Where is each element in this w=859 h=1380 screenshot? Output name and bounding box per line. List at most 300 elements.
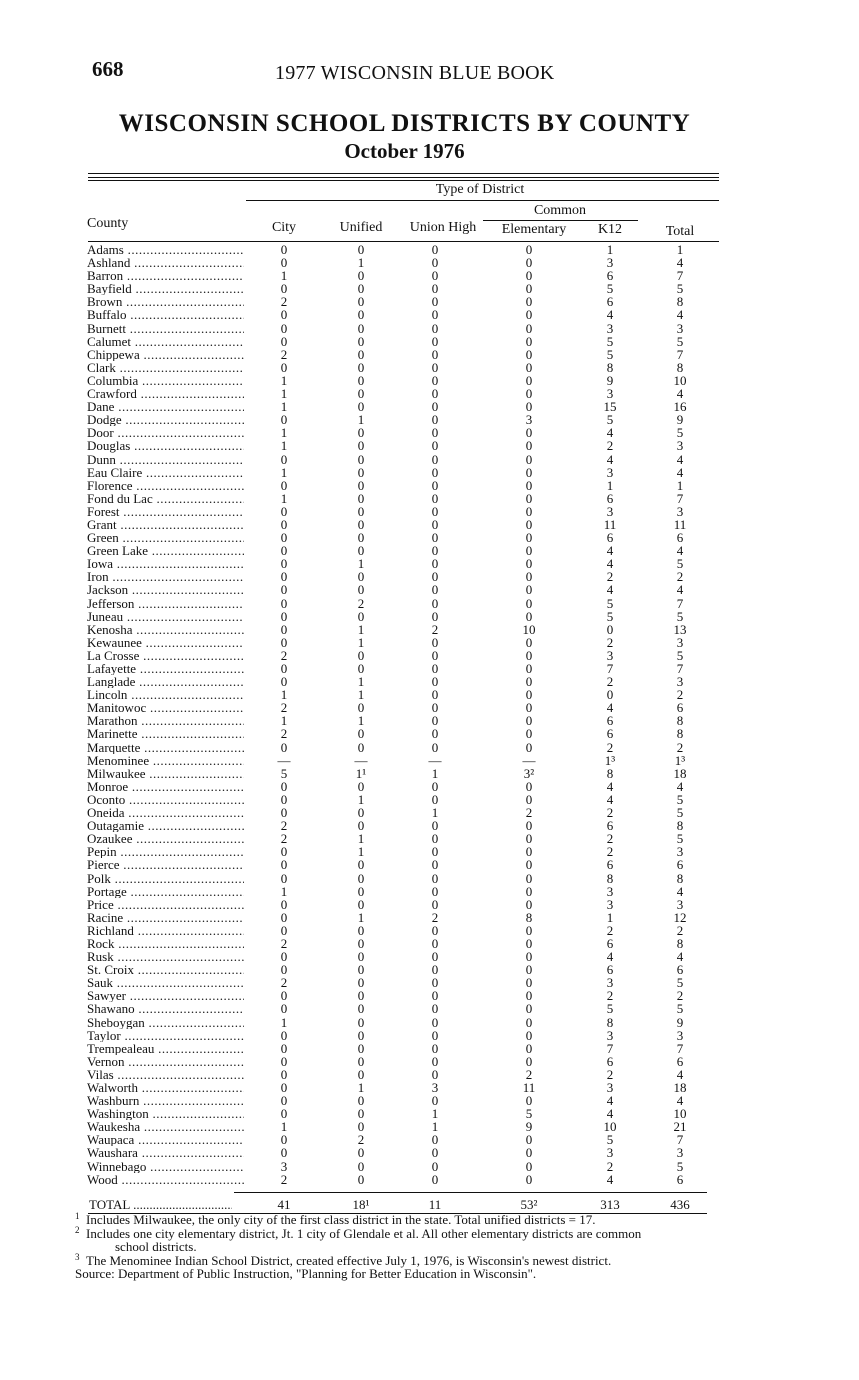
table-row — [0, 911, 859, 924]
unified-count: 0 — [357, 333, 365, 349]
unified-count: 0 — [357, 726, 365, 742]
unified-count: 0 — [357, 739, 365, 755]
total-count: 3 — [676, 1027, 684, 1043]
total-count: 18 — [673, 765, 687, 781]
k12-count: 3 — [606, 503, 614, 519]
unified-count: 0 — [357, 870, 365, 886]
city-count: 0 — [280, 988, 288, 1004]
col-header-unified: Unified — [339, 220, 383, 235]
total-count: 2 — [676, 739, 684, 755]
unified-count: 0 — [357, 346, 365, 362]
elementary-count: 0 — [525, 647, 533, 663]
city-count: 1 — [280, 1014, 288, 1030]
k12-count: 0 — [606, 621, 614, 637]
elementary-count: 0 — [525, 988, 533, 1004]
total-count: 10 — [673, 1106, 687, 1122]
union-high-count: 0 — [431, 294, 439, 310]
union-high-count: 0 — [431, 1053, 439, 1069]
top-rule-1 — [88, 173, 719, 174]
elementary-count: 0 — [525, 674, 533, 690]
elementary-count: 0 — [525, 883, 533, 899]
unified-count: 0 — [357, 1145, 365, 1161]
elementary-count: 0 — [525, 333, 533, 349]
county-name: Marinette ..... — [87, 727, 244, 740]
table-row — [0, 466, 859, 479]
unified-count: 1 — [357, 674, 365, 690]
city-count: 0 — [280, 503, 288, 519]
union-high-count: 0 — [431, 988, 439, 1004]
unified-count: 0 — [357, 1093, 365, 1109]
table-row — [0, 714, 859, 727]
union-high-count: 1 — [431, 1119, 439, 1135]
footnote-1 — [75, 1213, 725, 1227]
footnote-text: The Menominee Indian School District, created effective July 1, 1976, is Wisconsin's newest district. — [86, 1252, 612, 1268]
unified-count: 0 — [357, 503, 365, 519]
total-count: 8 — [676, 359, 684, 375]
elementary-count: 0 — [525, 922, 533, 938]
county-name: Douglas ..... — [87, 439, 244, 452]
k12-count: 5 — [606, 1132, 614, 1148]
county-name: Iowa ..... — [87, 557, 244, 570]
table-row — [0, 597, 859, 610]
union-high-count: 0 — [431, 556, 439, 572]
total-count: 13 — [673, 621, 687, 637]
k12-count: 3 — [606, 647, 614, 663]
city-count: 0 — [280, 359, 288, 375]
city-count: 5 — [280, 765, 288, 781]
k12-count: 3 — [606, 386, 614, 402]
city-count: 0 — [280, 909, 288, 925]
union-high-count: 1 — [431, 1106, 439, 1122]
unified-count: 1 — [357, 621, 365, 637]
county-name: Door ..... — [87, 426, 244, 439]
elementary-count: 0 — [525, 857, 533, 873]
city-count: 0 — [280, 791, 288, 807]
union-high-count: 0 — [431, 608, 439, 624]
union-high-count: 0 — [431, 1145, 439, 1161]
city-count: — — [277, 752, 291, 768]
county-name: Burnett ..... — [87, 322, 244, 335]
city-count: 0 — [280, 582, 288, 598]
table-row — [0, 453, 859, 466]
unified-count: 0 — [357, 307, 365, 323]
county-name: Dunn ..... — [87, 453, 244, 466]
union-high-count: 0 — [431, 1040, 439, 1056]
total-count: 21 — [673, 1119, 687, 1135]
k12-count: 2 — [606, 674, 614, 690]
elementary-count: 0 — [525, 242, 533, 257]
city-count: 0 — [280, 412, 288, 428]
city-count: 0 — [280, 333, 288, 349]
elementary-count: 0 — [525, 831, 533, 847]
total-row — [0, 1197, 859, 1211]
page-number: 668 — [92, 57, 124, 81]
city-count: 0 — [280, 857, 288, 873]
city-count: 0 — [280, 530, 288, 546]
city-count: 2 — [280, 346, 288, 362]
table-row — [0, 426, 859, 439]
table-row — [0, 754, 859, 767]
total-count: 2 — [676, 922, 684, 938]
union-high-count: 0 — [431, 464, 439, 480]
elementary-count: 0 — [525, 818, 533, 834]
county-name: Green ..... — [87, 531, 244, 544]
city-count: 0 — [280, 451, 288, 467]
union-high-count: 0 — [431, 975, 439, 991]
total-count: 3 — [676, 1145, 684, 1161]
footnote-mark: 2 — [75, 1224, 80, 1235]
table-row — [0, 741, 859, 754]
total-count: 7 — [676, 268, 684, 284]
table-row — [0, 924, 859, 937]
elementary-count: 11 — [522, 1080, 536, 1095]
union-high-count: 0 — [431, 739, 439, 755]
elementary-count: 0 — [525, 268, 533, 284]
total-count: 6 — [676, 1053, 684, 1069]
elementary-count: 8 — [525, 909, 533, 925]
k12-count: 4 — [606, 451, 614, 467]
total-count: 8 — [676, 870, 684, 886]
unified-count: 0 — [357, 438, 365, 454]
total-count: 16 — [673, 399, 687, 415]
union-high-count: 0 — [431, 831, 439, 847]
union-high-count: 0 — [431, 687, 439, 703]
county-name: Racine ..... — [87, 911, 244, 924]
union-high-count: 0 — [431, 922, 439, 938]
total-count: 5 — [676, 556, 684, 572]
k12-count: 1³ — [604, 752, 616, 768]
k12-count: 1 — [606, 909, 614, 925]
table-row — [0, 282, 859, 295]
total-count: 1 — [676, 242, 684, 257]
city-count: 1 — [280, 713, 288, 729]
union-high-count: 0 — [431, 870, 439, 886]
city-count: 0 — [280, 1145, 288, 1161]
union-high-count: 0 — [431, 883, 439, 899]
footnote-text: Includes Milwaukee, the only city of the first class district in the state. Total unified districts = 17. — [86, 1212, 596, 1227]
city-count: 2 — [280, 726, 288, 742]
unified-count: 0 — [357, 386, 365, 402]
k12-count: 6 — [606, 726, 614, 742]
table-row — [0, 767, 859, 780]
union-high-count: 0 — [431, 320, 439, 336]
total-count: 7 — [676, 346, 684, 362]
union-high-count: 0 — [431, 530, 439, 546]
table-row — [0, 937, 859, 950]
city-count: 0 — [280, 242, 288, 257]
city-count: 0 — [280, 778, 288, 794]
elementary-count: 0 — [525, 778, 533, 794]
county-name: Jefferson ..... — [87, 597, 244, 610]
total-count: 7 — [676, 1132, 684, 1148]
county-name: Lafayette ..... — [87, 662, 244, 675]
elementary-count: 0 — [525, 1040, 533, 1056]
union-high-count: 0 — [431, 1158, 439, 1174]
total-count: 5 — [676, 791, 684, 807]
unified-count: 1 — [357, 412, 365, 428]
elementary-count: 0 — [525, 896, 533, 912]
city-count: 2 — [280, 700, 288, 716]
elementary-count: 0 — [525, 962, 533, 978]
table-row — [0, 479, 859, 492]
elementary-count: 0 — [525, 569, 533, 585]
city-count: 0 — [280, 1066, 288, 1082]
unified-count: 1 — [357, 1080, 365, 1095]
total-count: 3 — [676, 674, 684, 690]
table-row — [0, 570, 859, 583]
table-row — [0, 819, 859, 832]
k12-count: 6 — [606, 713, 614, 729]
table-row — [0, 1146, 859, 1159]
total-count: 9 — [676, 412, 684, 428]
county-name: Buffalo ..... — [87, 308, 244, 321]
elementary-count: 0 — [525, 700, 533, 716]
table-row — [0, 505, 859, 518]
k12-count: 15 — [603, 399, 617, 415]
elementary-count: 0 — [525, 556, 533, 572]
table-row — [0, 950, 859, 963]
county-name: Iron ..... — [87, 570, 244, 583]
elementary-count: 2 — [525, 805, 533, 821]
col-header-k12: K12 — [597, 222, 623, 237]
total-count: 5 — [676, 1158, 684, 1174]
unified-count: 0 — [357, 883, 365, 899]
union-high-count: 0 — [431, 333, 439, 349]
unified-count: 0 — [357, 1014, 365, 1030]
elementary-count: 0 — [525, 713, 533, 729]
table-row — [0, 1173, 859, 1186]
city-count: 0 — [280, 1040, 288, 1056]
unified-count: 1 — [357, 831, 365, 847]
table-row — [0, 898, 859, 911]
col-header-total: Total — [665, 224, 695, 239]
unified-count: 0 — [357, 242, 365, 257]
k12-count: 3 — [606, 975, 614, 991]
unified-count: 0 — [357, 281, 365, 297]
total-count: 4 — [676, 464, 684, 480]
unified-count: 0 — [357, 320, 365, 336]
city-count: 0 — [280, 1106, 288, 1122]
total-elementary: 53² — [520, 1197, 538, 1212]
table-row — [0, 413, 859, 426]
city-count: 1 — [280, 687, 288, 703]
unified-count: 0 — [357, 661, 365, 676]
elementary-count: 0 — [525, 1053, 533, 1069]
city-count: 0 — [280, 281, 288, 297]
total-count: 5 — [676, 425, 684, 441]
table-row — [0, 845, 859, 858]
unified-count: 0 — [357, 988, 365, 1004]
unified-count: 0 — [357, 805, 365, 821]
union-high-count: 0 — [431, 791, 439, 807]
unified-count: 1¹ — [355, 765, 367, 781]
k12-count: 4 — [606, 307, 614, 323]
total-count: 5 — [676, 975, 684, 991]
k12-count: 5 — [606, 346, 614, 362]
city-count: 2 — [280, 647, 288, 663]
unified-count: 1 — [357, 844, 365, 860]
city-count: 0 — [280, 595, 288, 611]
table-row — [0, 1094, 859, 1107]
unified-count: 0 — [357, 464, 365, 480]
group-header-rule — [246, 200, 719, 201]
total-count: 4 — [676, 307, 684, 323]
total-count: 3 — [676, 896, 684, 912]
elementary-count: 0 — [525, 595, 533, 611]
k12-count: 6 — [606, 1053, 614, 1069]
union-high-count: 0 — [431, 595, 439, 611]
elementary-count: 0 — [525, 726, 533, 742]
county-name: Dodge ..... — [87, 413, 244, 426]
city-count: 0 — [280, 543, 288, 559]
unified-count: 0 — [357, 359, 365, 375]
table-row — [0, 492, 859, 505]
top-rule-3 — [88, 180, 719, 181]
county-name: Brown ..... — [87, 295, 244, 308]
table-row — [0, 649, 859, 662]
city-count: 0 — [280, 870, 288, 886]
source-note: Source: Department of Public Instruction, "Planning for Better Education in Wisconsin". — [75, 1266, 537, 1281]
county-name: Taylor ..... — [87, 1029, 244, 1042]
elementary-count: 0 — [525, 1171, 533, 1187]
county-name: Calumet ..... — [87, 335, 244, 348]
county-name: Manitowoc ..... — [87, 701, 244, 714]
footnote-2-continuation: school districts. — [115, 1239, 197, 1254]
total-count: 4 — [676, 386, 684, 402]
union-high-count: 0 — [431, 661, 439, 676]
city-count: 1 — [280, 883, 288, 899]
city-count: 0 — [280, 608, 288, 624]
elementary-count: 0 — [525, 935, 533, 951]
k12-count: 4 — [606, 582, 614, 598]
total-count: 2 — [676, 569, 684, 585]
unified-count: 0 — [357, 1158, 365, 1174]
city-count: 2 — [280, 935, 288, 951]
elementary-count: 0 — [525, 464, 533, 480]
k12-count: 4 — [606, 1171, 614, 1187]
table-row — [0, 623, 859, 636]
union-high-count: — — [428, 752, 442, 768]
k12-count: 2 — [606, 634, 614, 650]
total-count: 9 — [676, 1014, 684, 1030]
table-row — [0, 374, 859, 387]
elementary-count: 0 — [525, 1093, 533, 1109]
county-name: Waukesha ..... — [87, 1120, 244, 1133]
union-high-count: 0 — [431, 1093, 439, 1109]
total-count: 8 — [676, 726, 684, 742]
k12-count: 2 — [606, 1158, 614, 1174]
elementary-count: 10 — [522, 621, 536, 637]
elementary-count: 0 — [525, 477, 533, 493]
city-count: 1 — [280, 438, 288, 454]
union-high-count: 0 — [431, 281, 439, 297]
county-name: Green Lake ..... — [87, 544, 244, 557]
total-union-high: 11 — [428, 1197, 442, 1212]
table-row — [0, 872, 859, 885]
county-name: Richland ..... — [87, 924, 244, 937]
total-count: 4 — [676, 451, 684, 467]
k12-count: 4 — [606, 1093, 614, 1109]
k12-count: 4 — [606, 700, 614, 716]
table-row — [0, 1133, 859, 1146]
union-high-count: 0 — [431, 516, 439, 532]
k12-count: 8 — [606, 870, 614, 886]
subgroup-header-rule — [483, 220, 638, 221]
elementary-count: 0 — [525, 516, 533, 532]
county-name: Kewaunee ..... — [87, 636, 244, 649]
city-count: 0 — [280, 569, 288, 585]
table-row — [0, 976, 859, 989]
county-name: Fond du Lac ..... — [87, 492, 244, 505]
running-head: 1977 WISCONSIN BLUE BOOK — [275, 62, 555, 84]
total-count: 4 — [676, 1093, 684, 1109]
k12-count: 6 — [606, 935, 614, 951]
union-high-count: 0 — [431, 242, 439, 257]
total-count: 7 — [676, 661, 684, 676]
table-row — [0, 1029, 859, 1042]
city-count: 0 — [280, 949, 288, 965]
total-count: 4 — [676, 883, 684, 899]
k12-count: 9 — [606, 372, 614, 388]
unified-count: 0 — [357, 608, 365, 624]
unified-count: 0 — [357, 857, 365, 873]
city-count: 2 — [280, 975, 288, 991]
unified-count: 0 — [357, 1040, 365, 1056]
unified-count: 1 — [357, 713, 365, 729]
footnote-2 — [75, 1224, 725, 1241]
elementary-count: 0 — [525, 975, 533, 991]
elementary-count: 0 — [525, 372, 533, 388]
union-high-count: 0 — [431, 425, 439, 441]
city-count: 0 — [280, 962, 288, 978]
city-count: 1 — [280, 399, 288, 415]
unified-count: 1 — [357, 791, 365, 807]
county-name: Waushara ..... — [87, 1146, 244, 1159]
city-count: 0 — [280, 320, 288, 336]
unified-count: 0 — [357, 1053, 365, 1069]
table-body — [0, 243, 859, 1186]
k12-count: 2 — [606, 988, 614, 1004]
unified-count: 0 — [357, 1119, 365, 1135]
table-row — [0, 439, 859, 452]
k12-count: 4 — [606, 1106, 614, 1122]
county-name: Sauk ..... — [87, 976, 244, 989]
county-name: Washington ..... — [87, 1107, 244, 1120]
elementary-count: 0 — [525, 687, 533, 703]
unified-count: 0 — [357, 949, 365, 965]
county-name: Marathon ..... — [87, 714, 244, 727]
unified-count: 0 — [357, 582, 365, 598]
city-count: 0 — [280, 739, 288, 755]
k12-count: 1 — [606, 242, 614, 257]
k12-count: 2 — [606, 1066, 614, 1082]
city-count: 0 — [280, 896, 288, 912]
city-count: 2 — [280, 294, 288, 310]
table-row — [0, 1042, 859, 1055]
county-name: Trempealeau ..... — [87, 1042, 244, 1055]
k12-count: 2 — [606, 831, 614, 847]
city-count: 2 — [280, 818, 288, 834]
table-row — [0, 675, 859, 688]
table-row — [0, 727, 859, 740]
elementary-count: 0 — [525, 386, 533, 402]
k12-count: 6 — [606, 962, 614, 978]
county-name: Oneida ..... — [87, 806, 244, 819]
union-high-count: 0 — [431, 582, 439, 598]
county-name: Ashland ..... — [87, 256, 244, 269]
county-name: Chippewa ..... — [87, 348, 244, 361]
total-label: TOTAL ..... — [89, 1197, 232, 1213]
